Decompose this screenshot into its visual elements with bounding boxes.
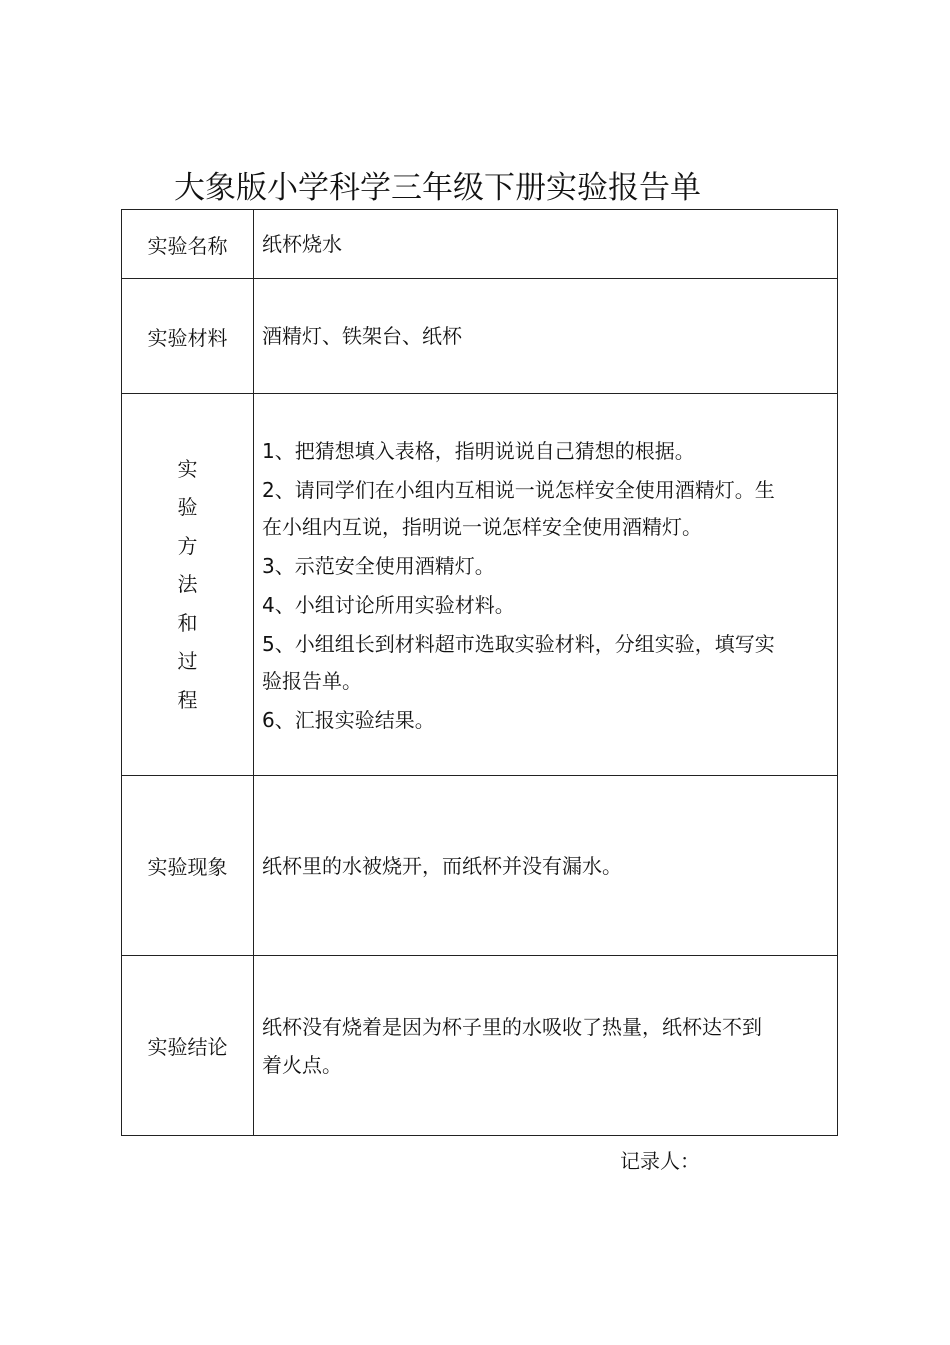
experiment-conclusion-label: 实验结论 bbox=[122, 956, 254, 1136]
experiment-name-label: 实验名称 bbox=[122, 210, 254, 279]
experiment-materials-row bbox=[122, 279, 838, 394]
vertical-method-label bbox=[122, 450, 253, 720]
method-step: 1、把猜想填入表格，指明说说自己猜想的根据。 bbox=[262, 438, 695, 463]
method-label-char: 程 bbox=[177, 687, 198, 712]
method-label-char: 验 bbox=[177, 495, 198, 520]
experiment-name-value: 纸杯烧水 bbox=[254, 210, 838, 279]
experiment-phenomenon-value: 纸杯里的水被烧开，而纸杯并没有漏水。 bbox=[254, 776, 838, 956]
method-label-char: 方 bbox=[177, 533, 198, 558]
experiment-method-label bbox=[122, 394, 254, 776]
experiment-materials-label: 实验材料 bbox=[122, 279, 254, 394]
experiment-method-value bbox=[254, 394, 838, 776]
method-step: 3、示范安全使用酒精灯。 bbox=[262, 553, 495, 578]
method-step: 5、小组组长到材料超市选取实验材料，分组实验，填写实验报告单。 bbox=[262, 631, 775, 693]
method-label-char: 实 bbox=[177, 456, 198, 481]
method-label-char: 和 bbox=[177, 610, 198, 635]
experiment-report-table bbox=[121, 209, 838, 1136]
experiment-conclusion-value bbox=[254, 956, 838, 1136]
experiment-conclusion-row bbox=[122, 956, 838, 1136]
report-title: 大象版小学科学三年级下册实验报告单 bbox=[174, 170, 701, 206]
experiment-phenomenon-row bbox=[122, 776, 838, 956]
method-step: 4、小组讨论所用实验材料。 bbox=[262, 592, 515, 617]
experiment-phenomenon-label: 实验现象 bbox=[122, 776, 254, 956]
method-step: 6、汇报实验结果。 bbox=[262, 707, 435, 732]
method-label-char: 过 bbox=[177, 649, 198, 674]
experiment-method-row bbox=[122, 394, 838, 776]
experiment-name-row bbox=[122, 210, 838, 279]
method-steps-list bbox=[262, 429, 837, 739]
method-step: 2、请同学们在小组内互相说一说怎样安全使用酒精灯。生在小组内互说，指明说一说怎样安全使用酒精灯。 bbox=[262, 477, 775, 539]
experiment-materials-value: 酒精灯、铁架台、纸杯 bbox=[254, 279, 838, 394]
conclusion-text: 纸杯没有烧着是因为杯子里的水吸收了热量，纸杯达不到着火点。 bbox=[262, 1014, 762, 1077]
recorder-label: 记录人： bbox=[620, 1149, 700, 1173]
method-label-char: 法 bbox=[177, 572, 198, 597]
